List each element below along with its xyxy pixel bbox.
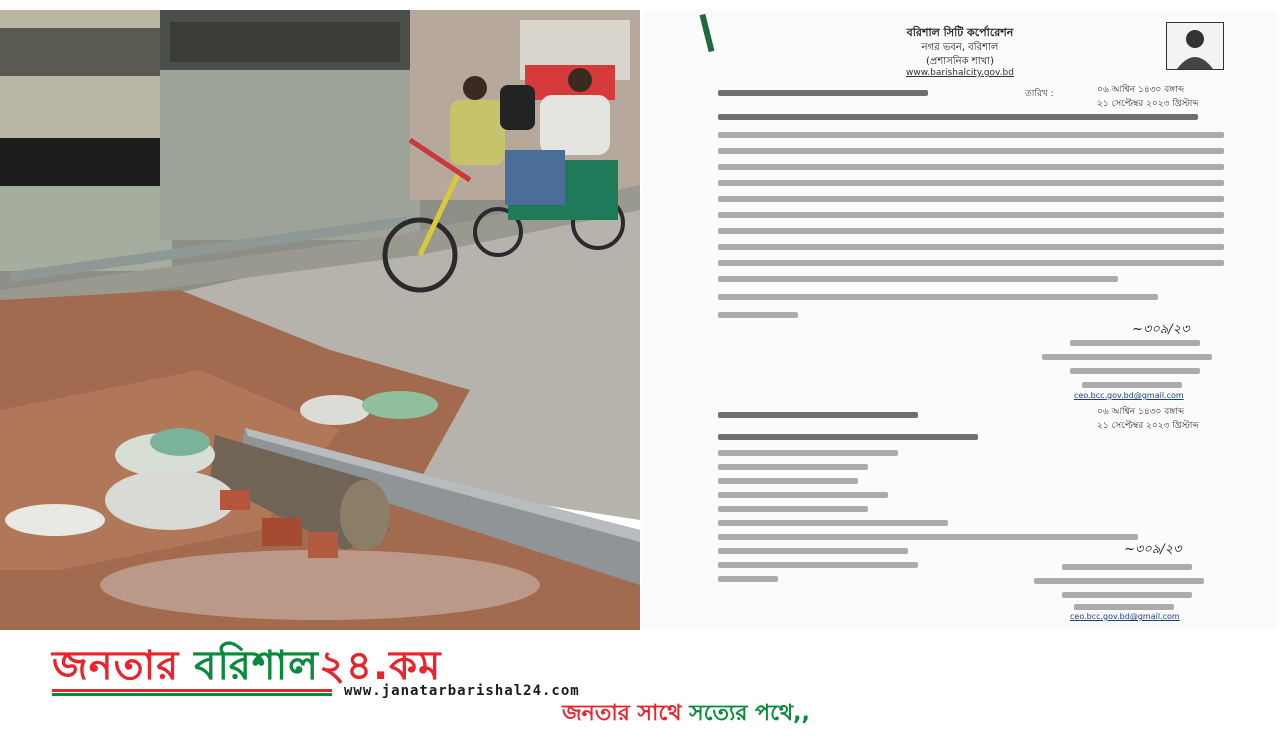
site-tagline <box>562 700 810 728</box>
logo-part-1: জনতার <box>52 643 195 689</box>
logo-part-3: ২৪.কম <box>318 643 442 689</box>
doc-date-en: ২১ সেপ্টেম্বর ২০২৩ খ্রিস্টাব্দ <box>1097 99 1199 109</box>
street-photo-illustration <box>0 10 640 630</box>
doc-ref-line <box>718 90 928 96</box>
doc-email-2: ceo.bcc.gov.bd@gmail.com <box>1070 612 1180 621</box>
tagline-part-1: জনতার সাথে <box>562 701 690 726</box>
doc-header-address: নগর ভবন, বরিশাল <box>921 42 999 53</box>
portrait-image <box>1166 22 1224 70</box>
signature-1: ~৩০৯/২৩ <box>1132 322 1190 337</box>
logo-part-2: বরিশাল <box>194 643 319 689</box>
doc-date-bn: ০৬ আশ্বিন ১৪৩০ বঙ্গাব্দ <box>1097 85 1185 95</box>
doc-website: www.barishalcity.gov.bd <box>906 68 1014 78</box>
doc-header-org: বরিশাল সিটি কর্পোরেশন <box>906 26 1014 39</box>
street-photo <box>0 10 640 630</box>
doc-copy-ref-line <box>718 412 918 418</box>
doc-subject-line <box>718 114 1198 120</box>
site-url[interactable]: www.janatarbarishal24.com <box>344 683 580 699</box>
doc-email-1: ceo.bcc.gov.bd@gmail.com <box>1074 391 1184 400</box>
doc-copy-date-bn: ০৬ আশ্বিন ১৪৩০ বঙ্গাব্দ <box>1097 407 1185 417</box>
logo-underline-green <box>52 693 332 696</box>
tagline-part-2: সত্যের পথে,, <box>689 701 810 726</box>
doc-header-branch: (প্রশাসনিক শাখা) <box>926 56 994 67</box>
logo-underline-red <box>52 689 332 692</box>
signature-2: ~৩০৯/২৩ <box>1124 542 1182 557</box>
doc-copy-date-en: ২১ সেপ্টেম্বর ২০২৩ খ্রিস্টাব্দ <box>1097 421 1199 431</box>
doc-date-label: তারিখ : <box>1025 89 1054 99</box>
official-notice-document <box>642 10 1278 630</box>
